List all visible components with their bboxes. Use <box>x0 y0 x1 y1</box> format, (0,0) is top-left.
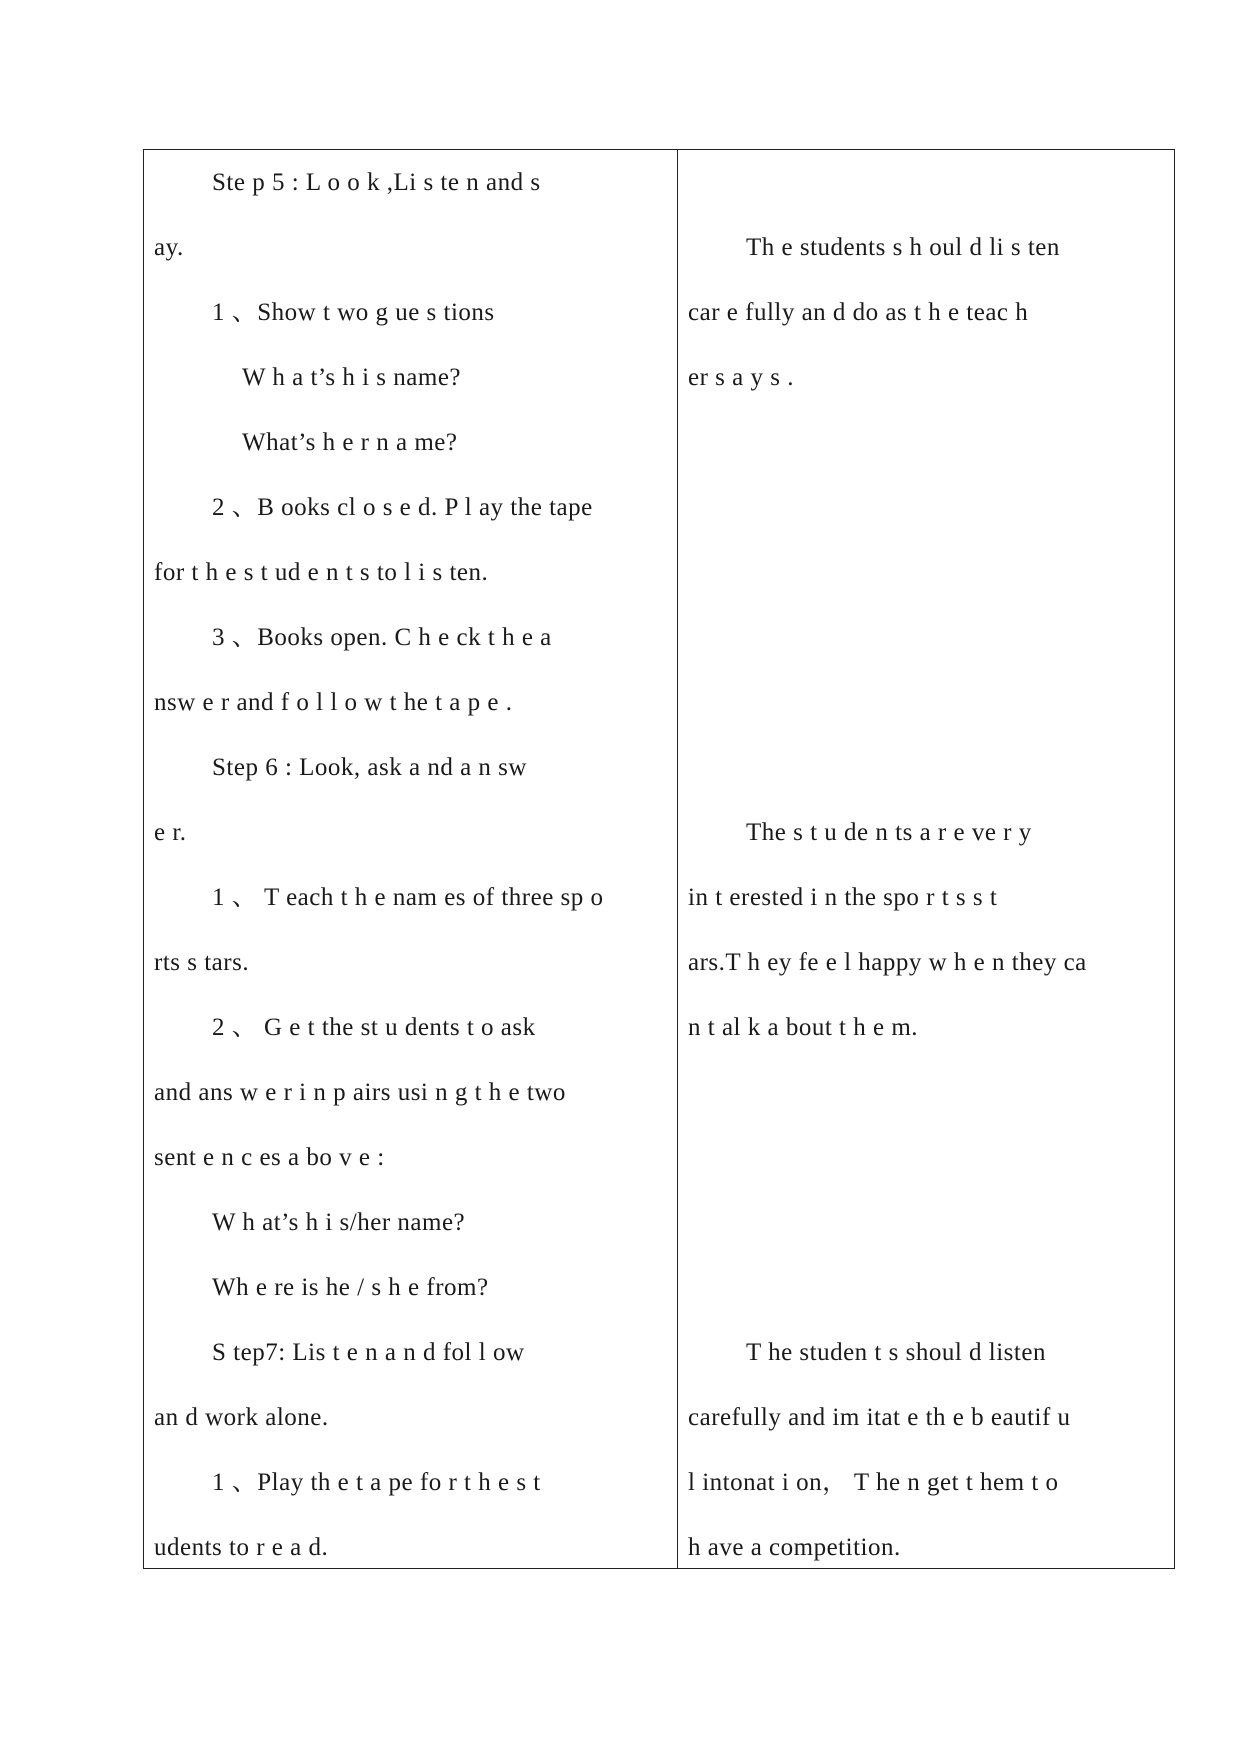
step5-item-3: 3 、Books open. C h e ck t h e a <box>212 624 552 651</box>
purpose-2-line-1: The s t u de n ts a r e ve r y <box>746 819 1032 846</box>
step7-heading-cont: an d work alone. <box>154 1404 329 1431</box>
purpose-3-line-4: h ave a competition. <box>688 1534 901 1561</box>
step6-item-1: 1 、 T each t h e nam es of three sp o <box>212 884 604 911</box>
purpose-cell <box>678 150 1174 1568</box>
purpose-3-line-1: T he studen t s shoul d listen <box>746 1339 1046 1366</box>
step5-item-2-cont: for t h e s t ud e n t s to l i s ten. <box>154 559 489 586</box>
purpose-2-line-2: in t erested i n the spo r t s s t <box>688 884 998 911</box>
purpose-1-line-1: Th e students s h oul d li s ten <box>746 234 1060 261</box>
step7-heading: S tep7: Lis t e n a n d fol l ow <box>212 1339 525 1366</box>
purpose-2-line-4: n t al k a bout t h e m. <box>688 1014 919 1041</box>
purpose-1-line-2: car e fully an d do as t h e teac h <box>688 299 1029 326</box>
purpose-2-line-3: ars.T h ey fe e l happy w h e n they ca <box>688 949 1087 976</box>
step6-item-2: 2 、 G e t the st u dents t o ask <box>212 1014 536 1041</box>
sentence-2: Wh e re is he / s h e from? <box>212 1274 489 1301</box>
purpose-3-line-3: l intonat i on， T he n get t hem t o <box>688 1469 1059 1496</box>
step6-item-2-cont2: sent e n c es a bo v e : <box>154 1144 385 1171</box>
question-1: W h a t’s h i s name? <box>242 364 462 391</box>
step5-item-3-cont: nsw e r and f o l l o w t he t a p e . <box>154 689 513 716</box>
step6-heading: Step 6 : Look, ask a nd a n sw <box>212 754 527 781</box>
step7-item-1-cont: udents to r e a d. <box>154 1534 329 1561</box>
sentence-1: W h at’s h i s/her name? <box>212 1209 466 1236</box>
teaching-steps-cell <box>144 150 678 1568</box>
step6-item-1-cont: rts s tars. <box>154 949 250 976</box>
step6-item-2-cont: and ans w e r i n p airs usi n g t h e two <box>154 1079 566 1106</box>
step5-heading-cont: ay. <box>154 234 184 261</box>
step5-item-2: 2 、B ooks cl o s e d. P l ay the tape <box>212 494 593 521</box>
step7-item-1: 1 、Play th e t a pe fo r t h e s t <box>212 1469 541 1496</box>
purpose-3-line-2: carefully and im itat e th e b eautif u <box>688 1404 1071 1431</box>
step5-item-1: 1 、Show t wo g ue s tions <box>212 299 495 326</box>
question-2: What’s h e r n a me? <box>242 429 458 456</box>
lesson-plan-table <box>143 149 1175 1569</box>
purpose-1-line-3: er s a y s . <box>688 364 794 391</box>
step5-heading: Ste p 5 : L o o k ,Li s te n and s <box>212 169 541 196</box>
step6-heading-cont: e r. <box>154 819 187 846</box>
